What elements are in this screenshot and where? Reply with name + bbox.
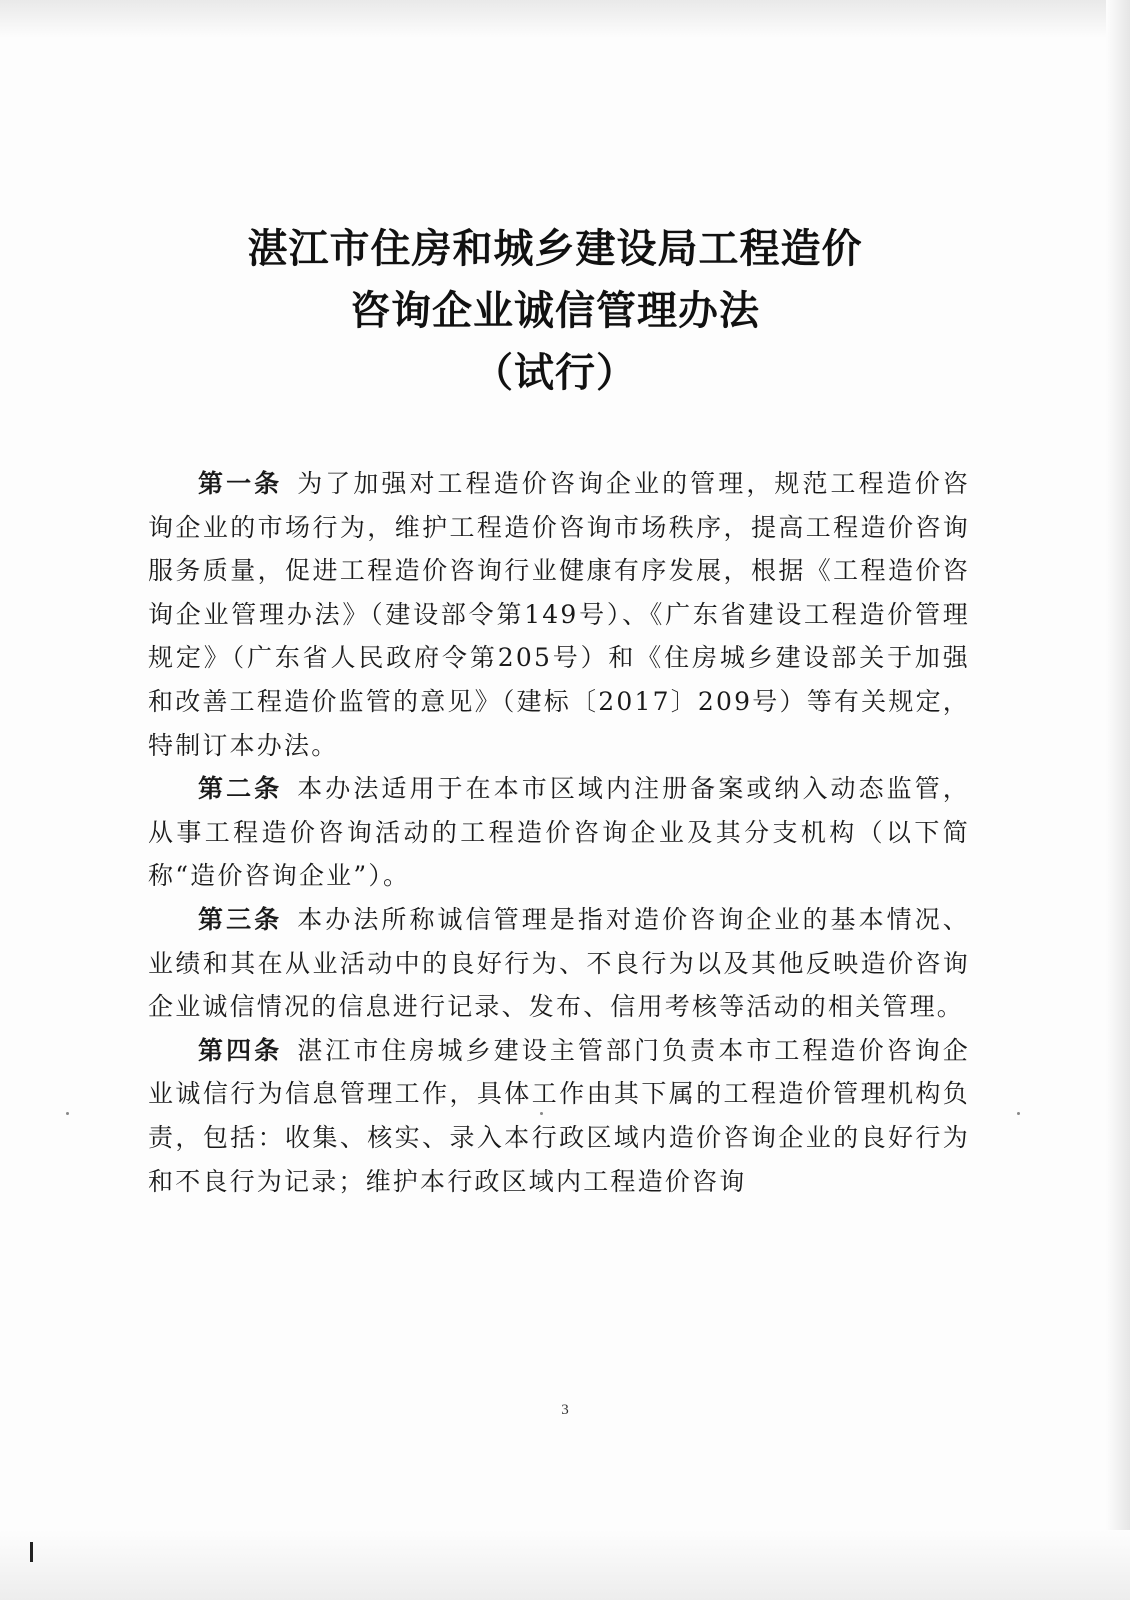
scan-dust-speck — [66, 1112, 69, 1115]
article-1-label: 第一条 — [198, 469, 283, 498]
article-2-label: 第二条 — [198, 774, 283, 804]
article-1 — [148, 462, 970, 767]
article-2-text: 本办法适用于在本市区域内注册备案或纳入动态监管，从事工程造价咨询活动的工程造价咨询企业及其分支机构（以下简称“造价咨询企业”）。 — [148, 774, 970, 891]
article-3-text: 本办法所称诚信管理是指对造价咨询企业的基本情况、业绩和其在从业活动中的良好行为、不良行为以及其他反映造价咨询企业诚信情况的信息进行记录、发布、信用考核等活动的相关管理。 — [148, 904, 970, 1022]
article-3 — [148, 898, 970, 1029]
scan-dust-speck — [1017, 1112, 1020, 1115]
article-2 — [148, 767, 970, 898]
page-number: 3 — [561, 1402, 569, 1418]
article-4-label: 第四条 — [198, 1035, 283, 1065]
title-line-3: （试行） — [473, 350, 637, 396]
title-line-1: 湛江市住房和城乡建设局工程造价 — [247, 226, 863, 272]
document-title — [140, 218, 970, 404]
article-1-text: 为了加强对工程造价咨询企业的管理，规范工程造价咨询企业的市场行为，维护工程造价咨询市场秩序，提高工程造价咨询服务质量，促进工程造价咨询行业健康有序发展，根据《工程造价咨询企业管理办法》（建设部令第149号）、《广东省建设工程造价管理规定》（广东省人民政府令第205号）和《住房城乡建设部关于加强和改善工程造价监管的意见》（建标〔2017〕209号）等有关规定，特制订本办法。 — [148, 469, 970, 760]
scan-mark — [30, 1542, 33, 1562]
article-4-text: 湛江市住房城乡建设主管部门负责本市工程造价咨询企业诚信行为信息管理工作，具体工作由其下属的工程造价管理机构负责，包括：收集、核实、录入本行政区域内造价咨询企业的良好行为和不良行为记录；维护本行政区域内工程造价咨询 — [148, 1035, 970, 1196]
document-body — [148, 462, 970, 1203]
article-4 — [148, 1029, 970, 1203]
article-3-label: 第三条 — [198, 904, 283, 934]
title-line-2: 咨询企业诚信管理办法 — [350, 288, 760, 334]
scan-edge-top — [0, 0, 1130, 38]
scan-edge-bottom — [0, 1530, 1130, 1600]
scan-edge-right — [1106, 0, 1130, 1600]
